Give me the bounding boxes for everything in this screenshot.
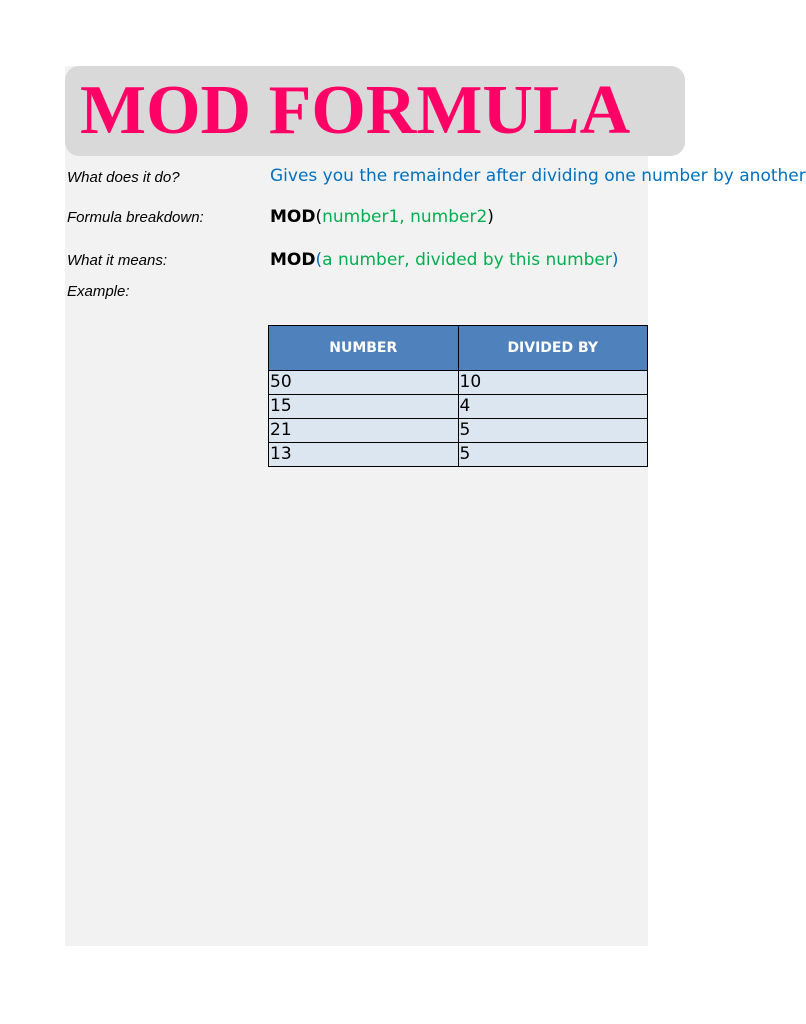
- function-name: MOD: [270, 250, 316, 270]
- cell-number[interactable]: 13: [269, 443, 459, 467]
- cell-divided-by[interactable]: 10: [458, 371, 648, 395]
- worksheet-area: [65, 66, 806, 946]
- header-divided-by[interactable]: DIVIDED BY: [458, 326, 648, 371]
- example-label: Example:: [67, 283, 130, 300]
- what-it-means-value: [270, 250, 619, 270]
- what-does-it-do-value: Gives you the remainder after dividing one number by another: [270, 166, 806, 186]
- open-paren: (: [315, 207, 323, 227]
- header-number[interactable]: NUMBER: [269, 326, 459, 371]
- cell-number[interactable]: 50: [269, 371, 459, 395]
- table-row: [269, 443, 648, 467]
- formula-breakdown-value: [270, 207, 494, 227]
- open-paren: (: [315, 250, 323, 270]
- what-it-means-label: What it means:: [67, 252, 168, 269]
- cell-number[interactable]: 21: [269, 419, 459, 443]
- page-title: MOD FORMULA: [80, 72, 631, 149]
- cell-divided-by[interactable]: 5: [458, 443, 648, 467]
- example-table: [268, 325, 648, 467]
- close-paren: ): [611, 250, 619, 270]
- table-row: [269, 371, 648, 395]
- table-row: [269, 419, 648, 443]
- cell-number[interactable]: 15: [269, 395, 459, 419]
- formula-arguments: number1, number2: [322, 207, 488, 227]
- formula-breakdown-label: Formula breakdown:: [67, 209, 204, 226]
- what-does-it-do-label: What does it do?: [67, 169, 180, 186]
- cell-divided-by[interactable]: 5: [458, 419, 648, 443]
- title-banner: [65, 66, 685, 156]
- function-name: MOD: [270, 207, 316, 227]
- table-row: [269, 395, 648, 419]
- cell-divided-by[interactable]: 4: [458, 395, 648, 419]
- table-header-row: [269, 326, 648, 371]
- meaning-arguments: a number, divided by this number: [322, 250, 612, 270]
- close-paren: ): [487, 207, 494, 227]
